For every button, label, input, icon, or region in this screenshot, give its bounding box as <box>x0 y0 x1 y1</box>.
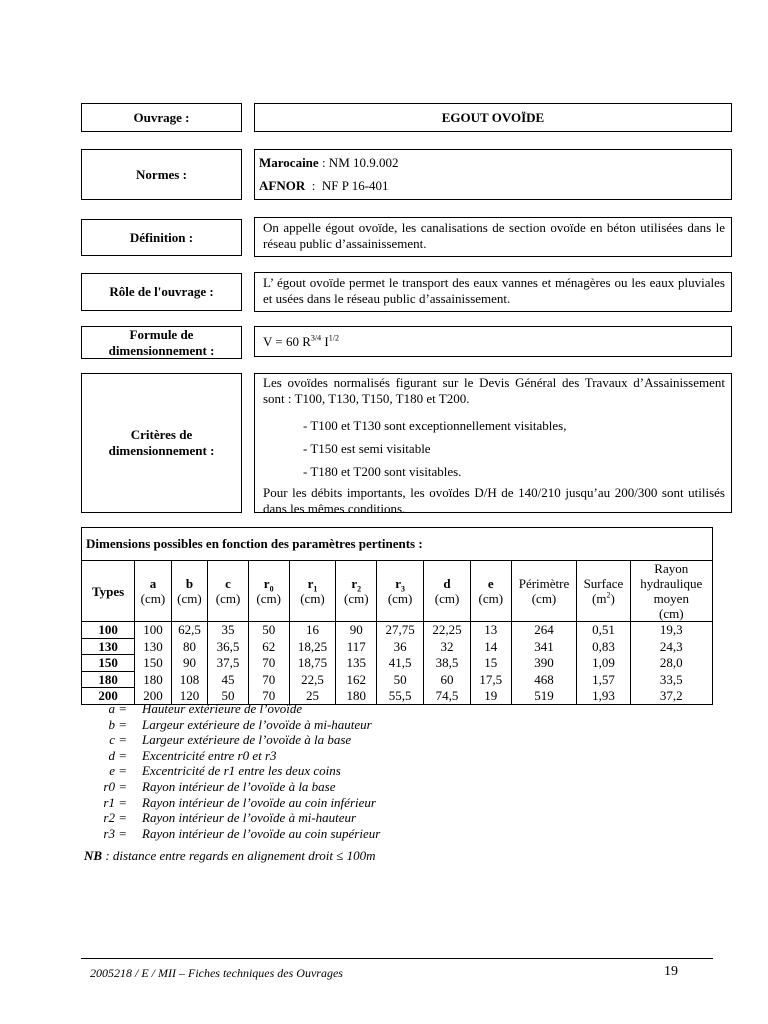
table-cell: 0,51 <box>577 622 630 639</box>
normes-label: Normes : <box>136 166 187 182</box>
normes-value-box <box>254 149 732 200</box>
header-r0: $r_0$ (cm) <box>248 561 289 622</box>
criteres-bullet: - T180 et T200 sont visitables. <box>303 464 462 479</box>
table-cell: 27,75 <box>377 622 424 639</box>
nb-note: NB : distance entre regards en alignement droit ≤ 100m <box>84 848 376 863</box>
row-type: 130 <box>82 638 135 655</box>
formule-label: Formule de dimensionnement : <box>108 326 215 358</box>
table-cell: 135 <box>336 655 377 672</box>
table-row <box>82 671 713 688</box>
criteres-bullet: - T100 et T130 sont exceptionnellement visitables, <box>303 418 567 433</box>
table-cell: 150 <box>135 655 172 672</box>
table-cell: 62 <box>248 638 289 655</box>
header-c: c (cm) <box>208 561 249 622</box>
normes-label-box <box>81 149 242 200</box>
header-b: b (cm) <box>171 561 208 622</box>
legend-item: a = Hauteur extérieure de l’ovoïde <box>108 701 303 716</box>
table-cell: 35 <box>208 622 249 639</box>
table-cell: 162 <box>336 671 377 688</box>
table-cell: 16 <box>289 622 336 639</box>
table-cell: 50 <box>248 622 289 639</box>
criteres-label-box <box>81 373 242 513</box>
table-cell: 37,5 <box>208 655 249 672</box>
table-row <box>82 622 713 639</box>
table-cell: 25 <box>289 688 336 705</box>
criteres-outro: Pour les débits importants, les ovoïdes D/H de 140/210 jusqu’au 200/300 sont utilisés dans les mêmes conditions. <box>263 485 725 516</box>
table-cell: 45 <box>208 671 249 688</box>
table-cell: 70 <box>248 688 289 705</box>
table-cell: 180 <box>336 688 377 705</box>
table-cell: 22,25 <box>424 622 471 639</box>
table-cell: 90 <box>336 622 377 639</box>
definition-text: On appelle égout ovoïde, les canalisations de section ovoïde en béton utilisées dans le réseau public d’assainissement. <box>254 217 732 257</box>
header-r2: $r_2$ (cm) <box>336 561 377 622</box>
table-cell: 200 <box>135 688 172 705</box>
role-label: Rôle de l'ouvrage : <box>109 284 214 299</box>
table-cell: 180 <box>135 671 172 688</box>
row-type: 150 <box>82 655 135 672</box>
table-cell: 80 <box>171 638 208 655</box>
table-cell: 19 <box>470 688 511 705</box>
footer-rule <box>81 958 713 959</box>
table-header-row <box>82 561 713 622</box>
formule-value-box: V = 60 $R^{3/4}$ $I^{1/2}$ <box>254 326 732 357</box>
table-row <box>82 655 713 672</box>
role-text: L’ égout ovoïde permet le transport des eaux vannes et ménagères ou les eaux pluviales et usées dans le réseau public d’assainissement. <box>254 272 732 312</box>
table-cell: 117 <box>336 638 377 655</box>
table-cell: 1,57 <box>577 671 630 688</box>
legend-item: d = Excentricité entre r0 et r3 <box>108 747 277 763</box>
table-cell: 100 <box>135 622 172 639</box>
table-cell: 15 <box>470 655 511 672</box>
legend-item: r3 = Rayon intérieur de l’ovoïde au coin supérieur <box>103 825 381 841</box>
header-e: e (cm) <box>470 561 511 622</box>
header-r1: $r_1$ (cm) <box>289 561 336 622</box>
table-cell: 108 <box>171 671 208 688</box>
table-cell: 74,5 <box>424 688 471 705</box>
page-number: 19 <box>664 964 678 979</box>
row-type: 180 <box>82 671 135 688</box>
row-type: 200 <box>82 688 135 705</box>
table-cell: 264 <box>511 622 577 639</box>
dimensions-table <box>81 527 713 705</box>
header-rayon: Rayon hydraulique moyen (cm) <box>630 561 712 622</box>
legend-item: r1 = Rayon intérieur de l’ovoïde au coin inférieur <box>103 794 376 810</box>
legend-item: e = Excentricité de r1 entre les deux coins <box>109 763 341 779</box>
legend-item: r2 = Rayon intérieur de l’ovoïde à mi-hauteur <box>103 810 357 826</box>
ouvrage-value: EGOUT OVOÏDE <box>441 109 545 125</box>
criteres-label: Critères de dimensionnement : <box>108 427 215 458</box>
table-cell: 36,5 <box>208 638 249 655</box>
table-title: Dimensions possibles en fonction des paramètres pertinents : <box>82 528 713 561</box>
header-d: d (cm) <box>424 561 471 622</box>
table-cell: 13 <box>470 622 511 639</box>
formule-label-box <box>81 326 242 359</box>
table-cell: 70 <box>248 671 289 688</box>
criteres-intro: Les ovoïdes normalisés figurant sur le Devis Général des Travaux d’Assainissement sont : T100, T130, T150, T180 et T200. <box>263 375 725 406</box>
ouvrage-label-box <box>81 103 242 132</box>
criteres-text-box <box>254 373 732 516</box>
criteres-bullet: - T150 est semi visitable <box>303 441 431 456</box>
table-cell: 32 <box>424 638 471 655</box>
table-cell: 55,5 <box>377 688 424 705</box>
table-cell: 22,5 <box>289 671 336 688</box>
table-cell: 33,5 <box>630 671 712 688</box>
definition-label-box <box>81 219 242 256</box>
legend-item: r0 = Rayon intérieur de l’ovoïde à la base <box>103 778 336 794</box>
table-cell: 390 <box>511 655 577 672</box>
header-perimetre: Périmètre (cm) <box>511 561 577 622</box>
table-cell: 37,2 <box>630 688 712 705</box>
role-label-box <box>81 273 242 311</box>
table-cell: 1,93 <box>577 688 630 705</box>
table-cell: 468 <box>511 671 577 688</box>
table-cell: 14 <box>470 638 511 655</box>
table-body <box>82 622 713 705</box>
table-cell: 90 <box>171 655 208 672</box>
legend-item: b = Largeur extérieure de l’ovoïde à mi-hauteur <box>108 716 372 732</box>
table-cell: 17,5 <box>470 671 511 688</box>
table-cell: 18,25 <box>289 638 336 655</box>
legend <box>84 701 380 841</box>
table-cell: 41,5 <box>377 655 424 672</box>
table-cell: 60 <box>424 671 471 688</box>
table-cell: 1,09 <box>577 655 630 672</box>
row-type: 100 <box>82 622 135 639</box>
table-cell: 36 <box>377 638 424 655</box>
ouvrage-label: Ouvrage : <box>133 109 190 125</box>
table-cell: 18,75 <box>289 655 336 672</box>
table-cell: 24,3 <box>630 638 712 655</box>
table-cell: 130 <box>135 638 172 655</box>
table-cell: 341 <box>511 638 577 655</box>
normes-line-afnor: AFNOR : NF P 16-401 <box>259 178 389 193</box>
table-cell: 38,5 <box>424 655 471 672</box>
header-surface: Surface $(m^2)$ <box>577 561 630 622</box>
ouvrage-value-box <box>254 103 732 132</box>
table-row <box>82 638 713 655</box>
table-cell: 519 <box>511 688 577 705</box>
footer-text: 2005218 / E / MII – Fiches techniques des Ouvrages <box>90 966 343 980</box>
definition-label: Définition : <box>129 229 194 245</box>
legend-item: c = Largeur extérieure de l’ovoïde à la base <box>109 732 352 748</box>
table-cell: 50 <box>208 688 249 705</box>
table-cell: 19,3 <box>630 622 712 639</box>
table-cell: 62,5 <box>171 622 208 639</box>
table-cell: 50 <box>377 671 424 688</box>
table-cell: 70 <box>248 655 289 672</box>
table-cell: 120 <box>171 688 208 705</box>
header-a: a (cm) <box>135 561 172 622</box>
table-cell: 0,83 <box>577 638 630 655</box>
header-types: Types <box>82 561 135 622</box>
normes-line-marocaine: Marocaine : NM 10.9.002 <box>259 155 399 170</box>
header-r3: $r_3$ (cm) <box>377 561 424 622</box>
table-cell: 28,0 <box>630 655 712 672</box>
